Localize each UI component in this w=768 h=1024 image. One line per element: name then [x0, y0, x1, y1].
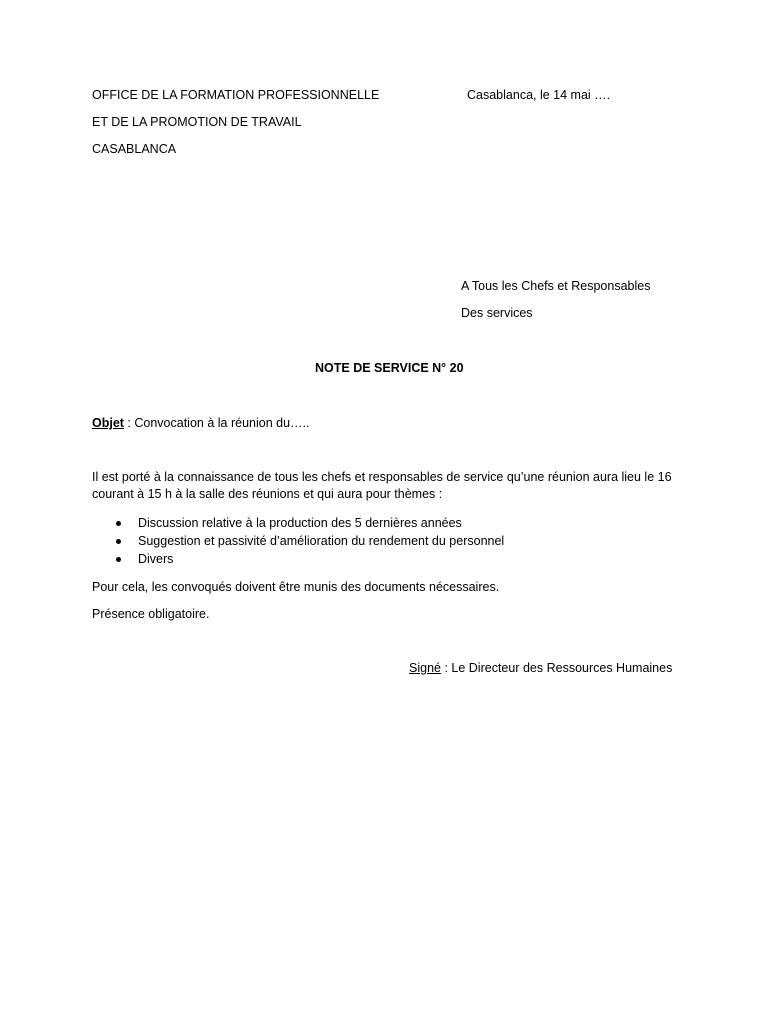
bullet-icon: [116, 521, 121, 526]
object-text: Convocation à la réunion du…..: [134, 416, 310, 430]
organization-line-3: CASABLANCA: [92, 142, 177, 156]
list-item: [92, 532, 504, 550]
closing-line-1: Pour cela, les convoqués doivent être munis des documents nécessaires.: [92, 580, 500, 594]
list-item-text: Suggestion et passivité d’amélioration du rendement du personnel: [138, 534, 505, 548]
object-line: [92, 416, 310, 430]
list-item: [92, 550, 504, 568]
recipient-line-1: A Tous les Chefs et Responsables: [461, 279, 651, 293]
object-label: Objet: [92, 416, 124, 430]
signature-label: Signé: [409, 661, 441, 675]
signature-separator: :: [440, 661, 452, 675]
closing-line-2: Présence obligatoire.: [92, 607, 210, 621]
organization-line-2: ET DE LA PROMOTION DE TRAVAIL: [92, 115, 302, 129]
bullet-icon: [116, 557, 121, 562]
intro-paragraph: Il est porté à la connaissance de tous les chefs et responsables de service qu’une réunion aura lieu le 16 courant à 15 h à la salle des réunions et qui aura pour thèmes :: [92, 470, 672, 501]
list-item: [92, 514, 504, 532]
list-item-text: Divers: [138, 552, 174, 566]
themes-list: [92, 514, 504, 568]
bullet-icon: [116, 539, 121, 544]
object-separator: :: [123, 416, 135, 430]
signature-text: Le Directeur des Ressources Humaines: [451, 661, 673, 675]
place-date: Casablanca, le 14 mai ….: [467, 88, 611, 102]
list-item-text: Discussion relative à la production des 5 dernières années: [138, 516, 462, 530]
signature-line: [409, 661, 672, 675]
recipient-line-2: Des services: [461, 306, 533, 320]
document-title: NOTE DE SERVICE N° 20: [315, 361, 464, 375]
organization-line-1: OFFICE DE LA FORMATION PROFESSIONNELLE: [92, 88, 380, 102]
